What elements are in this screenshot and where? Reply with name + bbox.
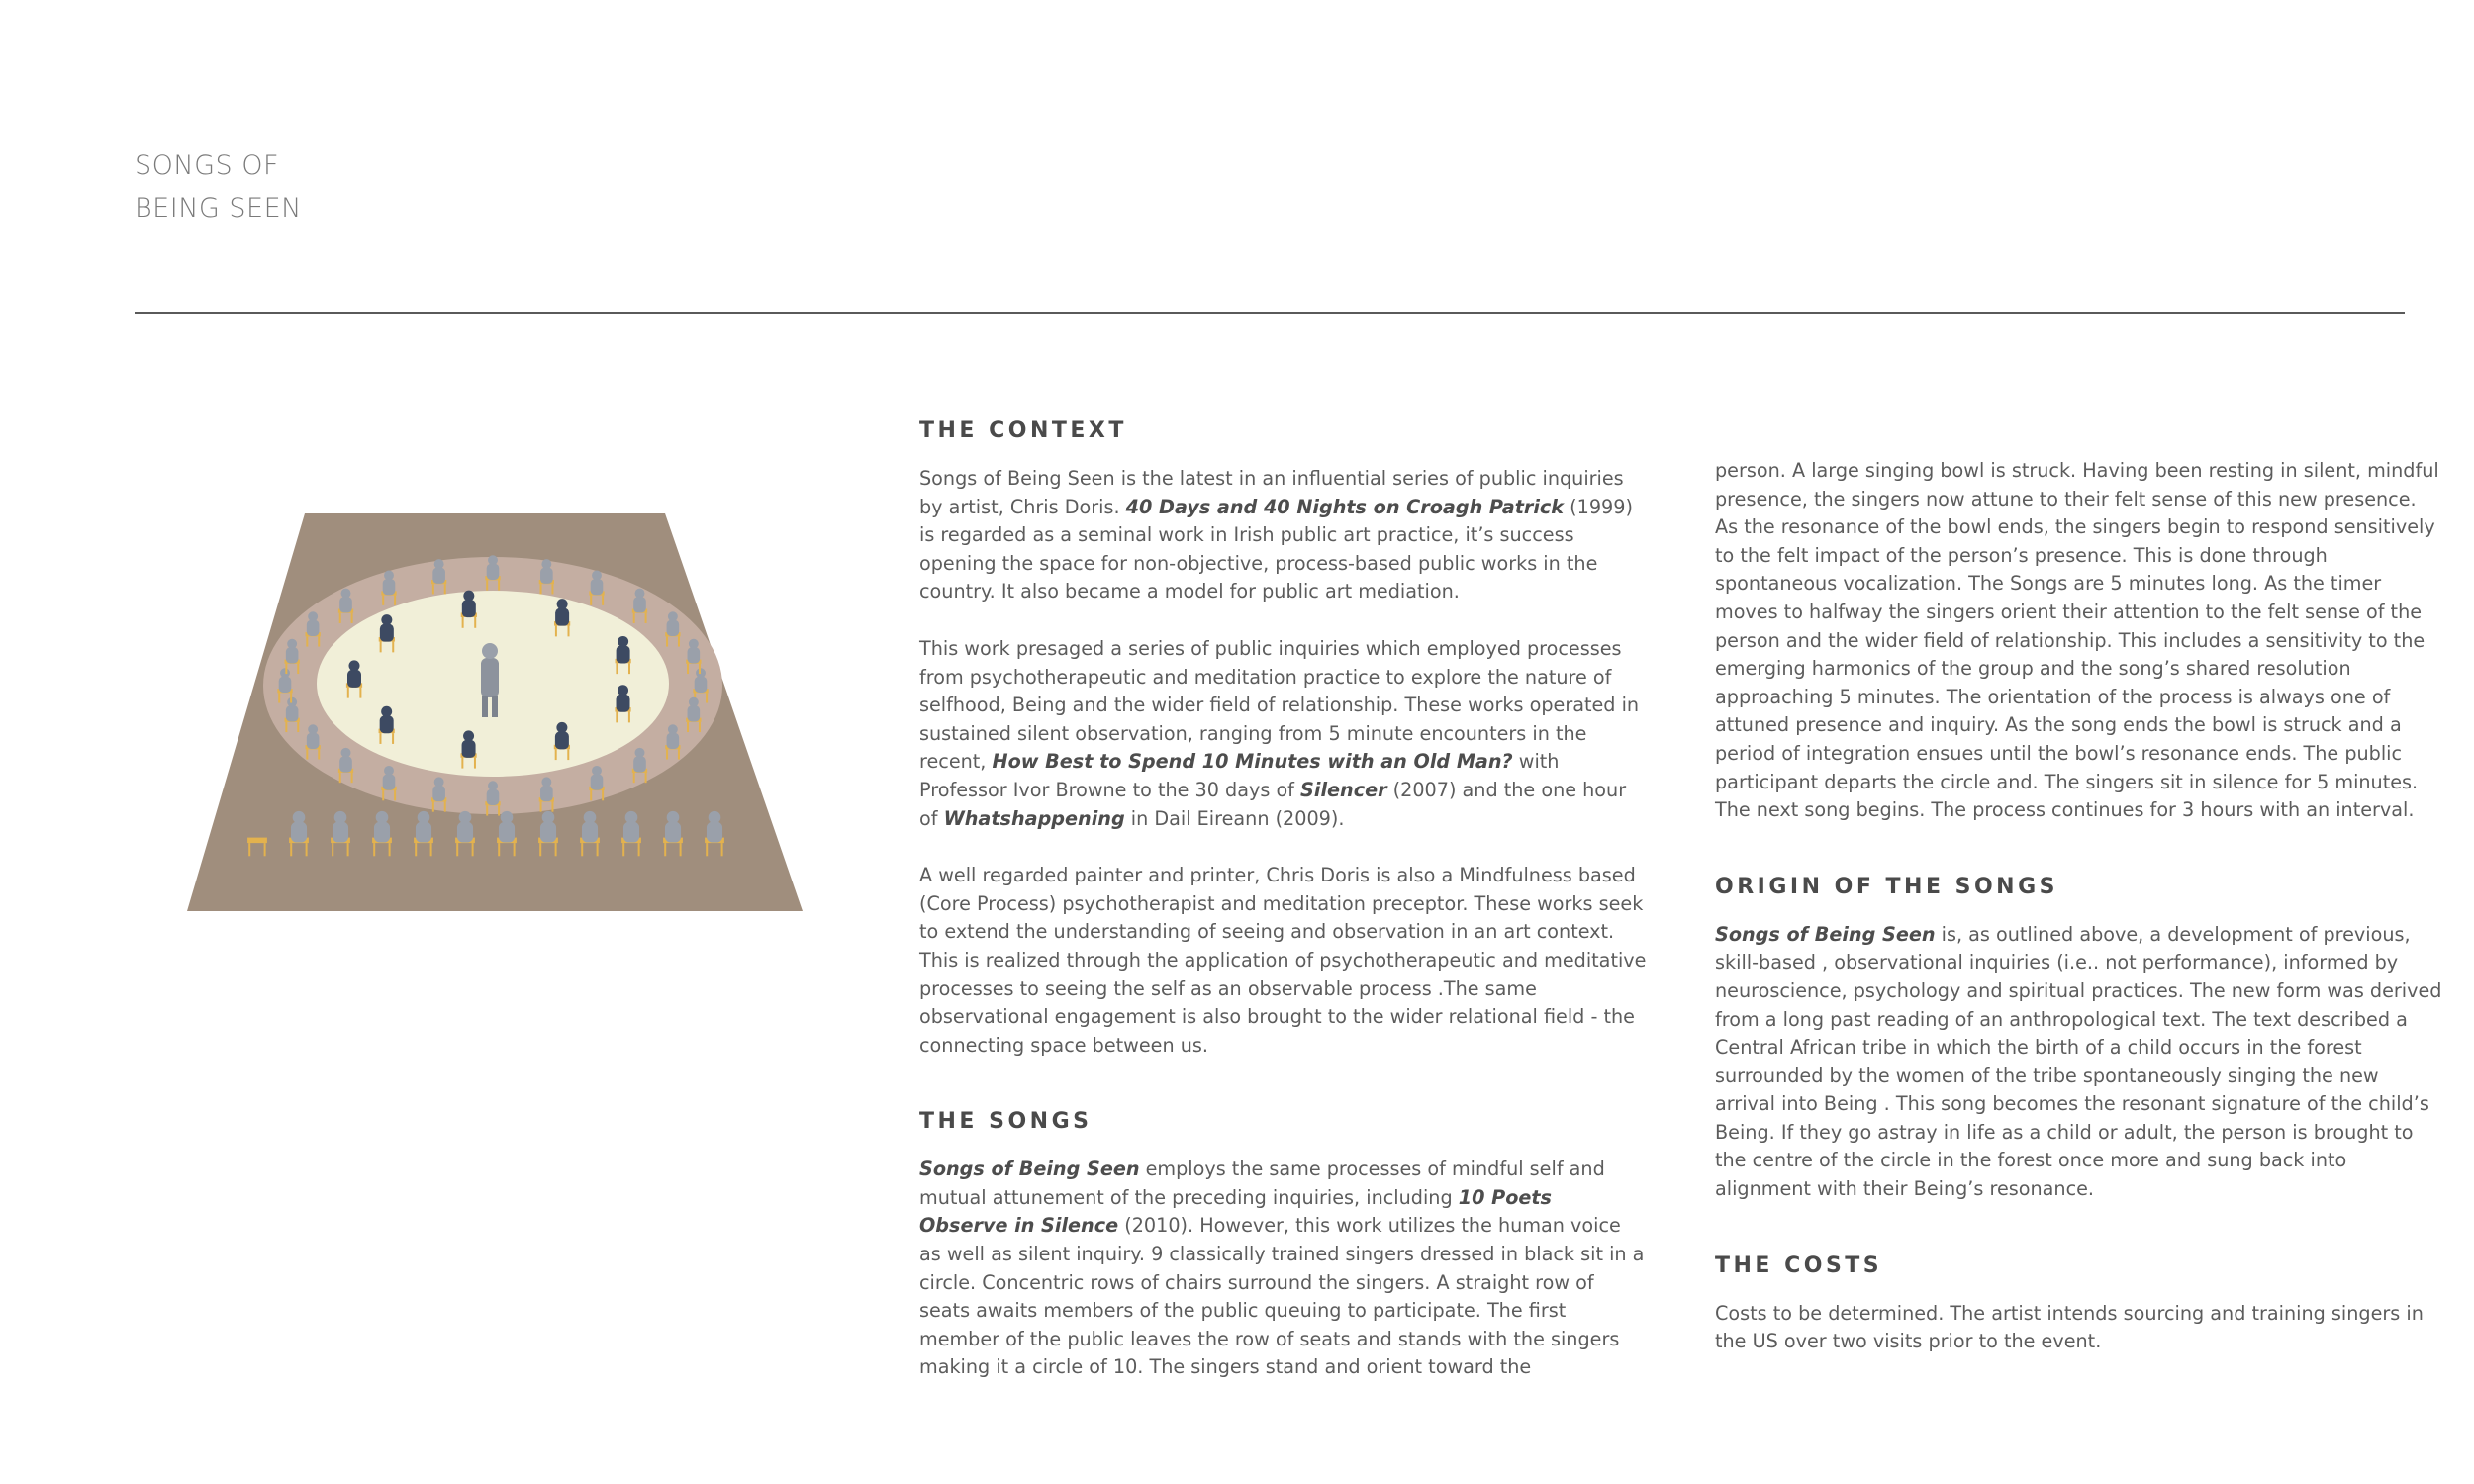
figure-head	[709, 811, 721, 824]
chair-leg	[602, 790, 604, 800]
figure-body	[591, 775, 604, 790]
chair-leg	[486, 805, 488, 815]
chair-leg	[666, 636, 668, 646]
chair-leg	[645, 773, 647, 783]
figure-head	[384, 766, 394, 776]
chair-leg	[555, 843, 557, 856]
figure-head	[434, 559, 444, 569]
figure-body	[633, 597, 646, 612]
chair-leg	[645, 613, 647, 623]
figure-body	[667, 733, 680, 749]
chair-leg	[382, 790, 384, 800]
title-line-1: SONGS OF	[135, 150, 280, 181]
chair-leg	[264, 843, 266, 856]
figure-head	[381, 614, 392, 625]
figure-body	[380, 624, 394, 642]
chair-leg	[339, 773, 341, 783]
figure-head	[541, 777, 551, 787]
figure-body	[499, 822, 515, 843]
right-text-column	[1715, 457, 2442, 1385]
chair-leg	[680, 843, 682, 856]
figure-body	[555, 731, 569, 749]
chair-leg	[616, 663, 618, 674]
chair-leg	[248, 843, 250, 856]
figure-body	[667, 620, 680, 636]
figure-head	[635, 748, 645, 758]
chair-leg	[678, 636, 680, 646]
figure-head	[287, 697, 297, 707]
chair-leg	[498, 805, 500, 815]
figure-head	[341, 748, 351, 758]
title-line-2: BEING SEEN	[135, 193, 302, 224]
chair-leg	[351, 773, 353, 783]
artwork-title: How Best to Spend 10 Minutes with an Old Man?	[992, 750, 1513, 774]
chair-leg	[318, 749, 320, 759]
artwork-title: 10 Poets Observe in Silence	[919, 1185, 1552, 1238]
chair-leg	[498, 843, 500, 856]
text-run: is, as outlined above, a development of previous, skill-based , observational inquiries (i.e.. not performance), informed by neuroscience, psychology and spiritual practices. The new form was derived from a long past reading of an anthropological text. The text described a Central African tribe in which the birth of a child occurs in the forest surrounded by the women of the tribe spontaneously singing the new arrival into Being . This song becomes the resonant signature of the child’s Being. If they go astray in life as a child or adult, the person is brought to the centre of the circle in the forest once more and sung back into alignment with their Being’s resonance.	[1715, 922, 2442, 1201]
figure-head	[463, 591, 474, 602]
figure-head	[488, 555, 498, 565]
chair-leg	[633, 773, 635, 783]
figure-head	[308, 611, 318, 621]
chair-leg	[616, 712, 618, 723]
chair-leg	[290, 843, 292, 856]
chair-leg	[622, 843, 624, 856]
chair-leg	[633, 613, 635, 623]
figure-head	[280, 668, 290, 678]
figure-head	[584, 811, 597, 824]
text-run: Songs of Being Seen is the latest in an influential series of public inquiries by artist, Chris Doris.	[919, 467, 1624, 518]
figure-head	[557, 599, 568, 609]
figure-head	[287, 639, 297, 649]
figure-body	[688, 647, 701, 663]
chair-leg	[472, 843, 474, 856]
chair-leg	[297, 722, 299, 732]
chair-leg	[297, 664, 299, 674]
figure-body	[555, 608, 569, 626]
chair-leg	[430, 843, 432, 856]
figure-head	[501, 811, 514, 824]
figure-head	[689, 639, 699, 649]
figure-body	[695, 677, 708, 693]
figure-body	[487, 789, 500, 805]
chair-leg	[551, 801, 553, 811]
figure-head	[293, 811, 306, 824]
songs-paragraph-1	[919, 1156, 1647, 1382]
figure-body	[487, 564, 500, 580]
songs-paragraph-2: person. A large singing bowl is struck. Having been resting in silent, mindful presence, the singers now attune to their felt sense of this new presence. As the resonance of the bowl ends, the singers begin to respond sensitively to the felt impact of the person’s presence. This is done through spontaneous vocalization. The Songs are 5 minutes long. As the timer moves to halfway the singers orient their attention to the felt sense of the person and the wider field of relationship. This includes a sensitivity to the emerging harmonics of the group and the song’s shared resolution approaching 5 minutes. The orientation of the process is always one of attuned presence and inquiry. As the song ends the bowl is struck and a period of integration ensues until the bowl’s resonance ends. The public participant departs the circle and. The singers sit in silence for 5 minutes. The next song begins. The process continues for 3 hours with an interval.	[1715, 459, 2439, 822]
chair-leg	[590, 596, 592, 605]
figure-head	[696, 668, 706, 678]
context-paragraph-2	[919, 635, 1647, 833]
text-run: (1999) is regarded as a seminal work in Irish public art practice, it’s success opening the space for non-objective, process-based public works in the country. It also became a model for public art mediation.	[919, 495, 1633, 603]
figure-body	[591, 579, 604, 595]
figure-body	[286, 647, 299, 663]
figure-head	[625, 811, 638, 824]
figure-head	[668, 611, 678, 621]
chair-leg	[347, 843, 349, 856]
chair-leg	[474, 617, 476, 628]
artwork-title: Songs of Being Seen	[1715, 922, 1936, 946]
chair	[247, 838, 267, 844]
chair-leg	[278, 693, 280, 702]
chair-leg	[597, 843, 599, 856]
figure-body	[540, 822, 556, 843]
chair-leg	[380, 642, 382, 653]
chair-leg	[347, 688, 349, 698]
figure-head	[308, 724, 318, 734]
chair-leg	[555, 749, 557, 760]
chair-leg	[568, 626, 570, 637]
figure-head	[384, 571, 394, 581]
chair-leg	[555, 626, 557, 637]
figure-head	[334, 811, 347, 824]
figure-body	[540, 568, 553, 584]
chair-leg	[415, 843, 417, 856]
artwork-title: Silencer	[1300, 778, 1387, 801]
figure-head	[459, 811, 472, 824]
chair-leg	[602, 596, 604, 605]
figure-head	[434, 777, 444, 787]
artwork-title: Songs of Being Seen	[919, 1158, 1140, 1181]
chair-leg	[721, 843, 723, 856]
chair-leg	[306, 843, 308, 856]
songs-heading: THE SONGS	[919, 1109, 1093, 1135]
context-paragraph-3: A well regarded painter and printer, Chris Doris is also a Mindfulness based (Core Process) psychotherapist and meditation preceptor. These works seek to extend the understanding of seeing and observation in an art context. This is realized through the application of psychotherapeutic and meditative processes to seeing the self as an observable process .The same observational engagement is also brought to the wider relational field - the connecting space between us.	[919, 864, 1647, 1057]
context-heading: THE CONTEXT	[919, 418, 1127, 443]
chair-leg	[590, 790, 592, 800]
chair-leg	[567, 749, 569, 760]
document-title	[135, 144, 302, 230]
chair-leg	[432, 801, 434, 811]
figure-body	[416, 822, 431, 843]
chair-leg	[514, 843, 516, 856]
figure-body	[707, 822, 722, 843]
figure-body	[339, 756, 352, 772]
chair-leg	[285, 722, 287, 732]
chair-leg	[699, 722, 701, 732]
chair-leg	[664, 843, 666, 856]
origin-paragraph-1	[1715, 921, 2442, 1204]
figure-head	[341, 589, 351, 599]
figure-body	[291, 822, 307, 843]
horizontal-divider	[135, 312, 2405, 314]
figure-body	[688, 705, 701, 721]
text-run: in Dail Eireann (2009).	[1124, 806, 1345, 830]
figure-body	[374, 822, 390, 843]
figure-body	[462, 740, 476, 758]
figure-body	[279, 677, 292, 693]
figure-head	[418, 811, 430, 824]
figure-head	[381, 706, 392, 717]
chair-leg	[706, 693, 708, 702]
figure-body	[383, 775, 396, 790]
figure-body	[617, 645, 630, 663]
chair-leg	[290, 693, 292, 702]
chair-leg	[539, 843, 541, 856]
text-run: employs the same processes of mindful self and mutual attunement of the preceding inquiries, including	[919, 1158, 1605, 1209]
figure-body	[333, 822, 348, 843]
figure-body	[462, 600, 476, 617]
figure-head	[618, 636, 628, 647]
chair-leg	[706, 843, 708, 856]
chair-leg	[432, 584, 434, 594]
figure-body	[383, 579, 396, 595]
chair-leg	[318, 636, 320, 646]
figure-head	[488, 781, 498, 790]
figure-head	[592, 766, 602, 776]
figure-body	[339, 597, 352, 612]
figure-body	[307, 733, 320, 749]
figure-head	[542, 811, 555, 824]
figure-head	[618, 685, 628, 696]
chair-leg	[540, 801, 542, 811]
artwork-title: 40 Days and 40 Nights on Croagh Patrick	[1125, 495, 1565, 518]
figure-head	[376, 811, 389, 824]
chair-leg	[456, 843, 458, 856]
chair-leg	[687, 664, 689, 674]
costs-heading: THE COSTS	[1715, 1252, 1883, 1278]
left-text-column	[919, 416, 1647, 1411]
chair-leg	[687, 722, 689, 732]
chair-leg	[638, 843, 640, 856]
chair-leg	[392, 733, 394, 744]
text-run: (2010). However, this work utilizes the human voice as well as silent inquiry. 9 classically trained singers dressed in black sit in a circle. Concentric rows of chairs surround the singers. A straight row of seats awaits members of the public queuing to participate. The first member of the public leaves the row of seats and stands with the singers making it a circle of 10. The singers stand and orient toward the	[919, 1214, 1645, 1379]
figure-head	[349, 660, 360, 671]
figure-body	[582, 822, 598, 843]
figure-body	[540, 786, 553, 801]
text-run: This work presaged a series of public inquiries which employed processes from psychotherapeutic and meditation practice to explore the nature of selfhood, Being and the wider field of relationship. These works operated in sustained silent observation, ranging from 5 minute encounters in the recent,	[919, 636, 1640, 774]
figure-head	[668, 724, 678, 734]
figure-head	[541, 559, 551, 569]
chair-leg	[461, 758, 463, 769]
figure-head	[689, 697, 699, 707]
figure-body	[286, 705, 299, 721]
chair-leg	[339, 613, 341, 623]
chair-leg	[394, 790, 396, 800]
chair-leg	[666, 749, 668, 759]
figure-body	[623, 822, 639, 843]
figure-body	[617, 695, 630, 712]
chair-leg	[699, 664, 701, 674]
chair-leg	[382, 596, 384, 605]
text-run: (2007) and the one hour of	[919, 778, 1627, 830]
chair-leg	[306, 749, 308, 759]
chair-leg	[628, 712, 630, 723]
chair-leg	[379, 733, 381, 744]
chair-leg	[474, 758, 476, 769]
chair-leg	[678, 749, 680, 759]
figure-head	[556, 722, 567, 733]
chair-leg	[486, 580, 488, 590]
figure-body	[665, 822, 681, 843]
chair-leg	[498, 580, 500, 590]
chair-leg	[462, 617, 464, 628]
text-run: with Professor Ivor Browne to the 30 days of	[919, 750, 1560, 801]
chair-leg	[581, 843, 583, 856]
context-paragraph-1	[919, 465, 1647, 606]
figure-body	[307, 620, 320, 636]
chair-leg	[444, 584, 446, 594]
chair-leg	[359, 688, 361, 698]
figure-body	[457, 822, 473, 843]
chair-leg	[444, 801, 446, 811]
chair-leg	[628, 663, 630, 674]
chair-leg	[351, 613, 353, 623]
chair-leg	[332, 843, 333, 856]
figure-head	[463, 730, 474, 741]
chair-leg	[394, 596, 396, 605]
figure-head	[635, 589, 645, 599]
installation-model-illustration	[183, 510, 807, 913]
chair-leg	[389, 843, 391, 856]
chair-leg	[540, 584, 542, 594]
figure-body	[347, 670, 361, 688]
chair-leg	[392, 642, 394, 653]
figure-body	[633, 756, 646, 772]
chair-leg	[285, 664, 287, 674]
origin-heading: ORIGIN OF THE SONGS	[1715, 874, 2058, 899]
figure-head	[592, 571, 602, 581]
artwork-title: Whatshappening	[943, 806, 1125, 830]
chair-leg	[306, 636, 308, 646]
figure-head	[667, 811, 680, 824]
costs-paragraph-1: Costs to be determined. The artist intends sourcing and training singers in the US over two visits prior to the event.	[1715, 1301, 2424, 1353]
figure-body	[432, 786, 445, 801]
figure-body	[380, 715, 394, 733]
chair-leg	[551, 584, 553, 594]
chair-leg	[373, 843, 375, 856]
figure-body	[432, 568, 445, 584]
